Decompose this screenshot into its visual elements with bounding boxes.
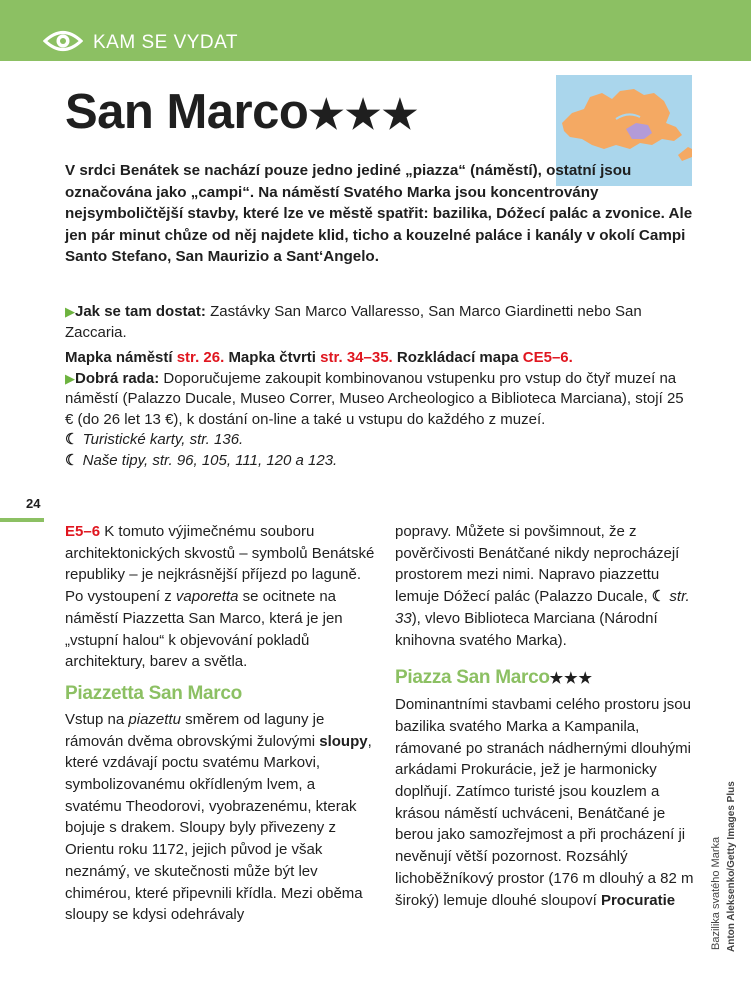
- eye-icon: [43, 28, 83, 54]
- inline-page-ref: str. 33: [395, 588, 690, 627]
- cross-reference-icon: ☾: [65, 451, 79, 469]
- transport-label: Jak se tam dostat:: [75, 303, 206, 320]
- piazzetta-italic: piazettu: [128, 710, 181, 728]
- header-bar: [0, 0, 751, 61]
- piazzetta-heading: Piazzetta San Marco: [65, 682, 242, 704]
- page-title: [65, 84, 419, 140]
- cross-reference-icon: ☾: [65, 431, 79, 448]
- cross-reference-icon: ☾: [651, 588, 666, 606]
- cross-reference: [65, 451, 695, 472]
- square-map-label: Mapka náměstí: [65, 349, 173, 366]
- quarter-map-ref[interactable]: str. 34–35.: [320, 349, 393, 366]
- continuation-text: popravy. Můžete si povšimnout, že z pověrčivosti Benátčané nikdy neprocházejí prostorem mezi nimi. Napravo piazzettu lemuje Dóžecí palác (Palazzo Ducale,: [395, 523, 680, 606]
- lead-text: K tomuto výjimečnému souboru architektonických skvostů – symbolů Benátské republiky – je nejkrásnější příjezd po laguně. Po vystoupení z: [65, 523, 375, 606]
- arrow-icon: ▶: [65, 304, 75, 319]
- piazzetta-text-2: směrem od laguny je rámován dvěma obrovskými žulovými: [65, 710, 325, 750]
- page-number: 24: [26, 496, 41, 511]
- photo-agency: Anton Aleksenko/Getty Images Plus: [726, 781, 737, 952]
- left-column: [65, 521, 375, 926]
- piazzetta-bold: sloupy: [319, 732, 368, 750]
- title-text: San Marco: [65, 85, 309, 139]
- page-number-rule: [0, 518, 44, 522]
- fold-map-ref[interactable]: CE5–6.: [522, 349, 573, 366]
- lead-paragraph: [65, 521, 375, 673]
- piazza-heading-text: Piazza San Marco: [395, 667, 550, 689]
- intro-paragraph: V srdci Benátek se nachází pouze jedno jediné „piazza“ (náměstí), ostatní jsou označována jako „campi“. Na náměstí Svatého Marka jsou koncentrovány nejsymboličtější stavby, které lze ve městě spatřit: bazilika, Dóžecí palác a zvonice. Ale jen pár minut chůze od něj najdete klid, ticho a kouzelné paláce i kanály v okolí Campi Santo Stefano, San Maurizio a Sant‘Angelo.: [65, 162, 693, 266]
- piazza-heading: [395, 665, 705, 692]
- lead-text-2: se ocitnete na náměstí Piazzetta San Marco, která je jen „vstupní halou“ k objevování pokladů architektury, barev a světla.: [65, 588, 343, 671]
- rating-stars: ★★★: [308, 93, 419, 137]
- photo-credit: [698, 770, 738, 980]
- continuation-text-2: ), vlevo Biblioteca Marciana (Národní knihovna svatého Marka).: [395, 609, 658, 649]
- transport-info: [65, 302, 695, 343]
- piazzetta-text-3: , které vzdávají poctu svatému Markovi, symbolizovanému okřídleným lvem, a svatému Theodorovi, vyobrazenému, kterak bojuje s drakem. Sloupy byly přivezeny z Orientu roku 1172, jejich původ je však neznámý, ve skutečnosti může být lev chimérou, které připevnili křídla. Mezi oběma sloupy se kdysi odehrávaly: [65, 732, 372, 924]
- right-column: [395, 521, 705, 911]
- info-block: [65, 302, 695, 471]
- piazzetta-paragraph: [65, 709, 375, 926]
- arrow-icon: ▶: [65, 370, 75, 386]
- map-references: [65, 348, 695, 369]
- quarter-map-label: Mapka čtvrti: [228, 349, 316, 366]
- tip-label: Dobrá rada:: [75, 369, 160, 387]
- piazzetta-text: Vstup na: [65, 710, 125, 728]
- section-label: KAM SE VYDAT: [93, 32, 239, 53]
- square-map-ref[interactable]: str. 26.: [176, 349, 225, 366]
- fold-map-label: Rozkládací mapa: [396, 349, 519, 366]
- cross-reference-text: Naše tipy, str. 96, 105, 111, 120 a 123.: [82, 451, 338, 469]
- tip-text: Doporučujeme zakoupit kombinovanou vstupenku pro vstup do čtyř muzeí na náměstí (Palazzo Ducale, Museo Correr, Museo Archeologico a Biblioteca Marciana), stojí 25 € (do 26 let 13 €), k dostání on-line a také u vstupu do každého z muzeí.: [65, 369, 684, 428]
- photo-caption: Bazilika svatého Marka: [710, 836, 722, 950]
- cross-reference: [65, 430, 695, 451]
- piazza-bold: Procuratie: [600, 891, 676, 909]
- tip-info: [65, 369, 695, 431]
- continuation-paragraph: [395, 521, 705, 651]
- rating-stars: ★★★: [549, 670, 593, 688]
- piazza-paragraph: [395, 694, 705, 911]
- map-grid-ref[interactable]: E5–6: [65, 523, 101, 540]
- piazza-text: Dominantními stavbami celého prostoru jsou bazilika svatého Marka a Kampanila, rámované po stranách nádhernými dlouhými arkádami Prokurácie, jež je harmonicky doplňují. Zatímco turisté jsou kouzlem a krásou náměstí uchváceni, Benátčané je berou jako samozřejmost a při procházení ji nevěnují větší pozornost. Rozsáhlý lichoběžníkový prostor (176 m dlouhý a 82 m široký) lemuje dlouhé sloupoví: [395, 696, 694, 909]
- lead-italic: vaporetta: [175, 588, 239, 606]
- transport-text: Zastávky San Marco Vallaresso, San Marco Giardinetti nebo San Zaccaria.: [65, 303, 642, 341]
- cross-reference-text: Turistické karty, str. 136.: [82, 431, 244, 448]
